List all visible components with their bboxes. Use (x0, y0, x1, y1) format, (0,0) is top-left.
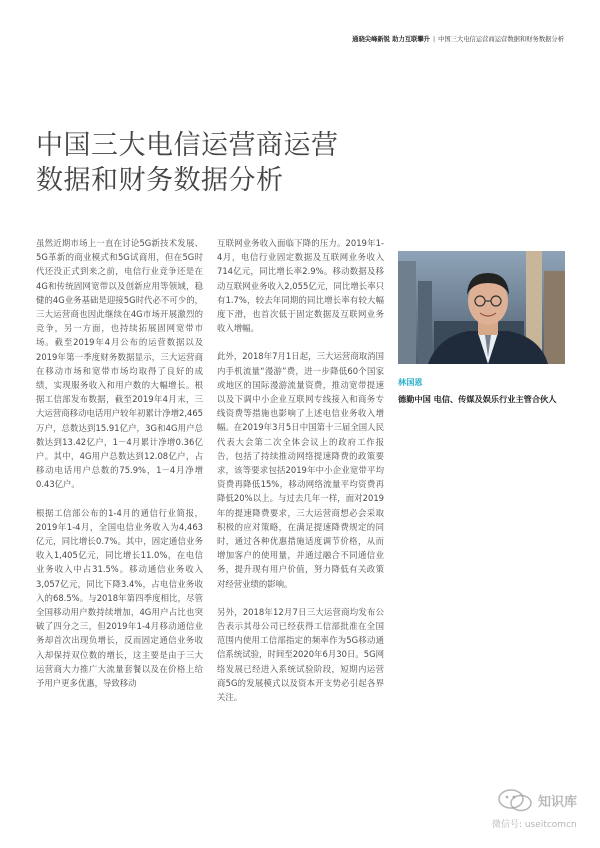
wechat-watermark (492, 788, 596, 838)
paragraph: 互联网业务收入面临下降的压力。2019年1-4月，电信行业固定数据及互联网业务收入714亿元，同比增长率2.9%。移动数据及移动互联网业务收入2,055亿元，同比增长率只有1.7%，较去年同期的同比增长率有较大幅度下滑，也首次低于固定数据及互联网业务收入增幅。 (217, 238, 384, 334)
body-column-1 (36, 236, 203, 704)
body-column-2 (217, 236, 384, 718)
paragraph: 虽然近期市场上一直在讨论5G新技术发展、5G革新的商业模式和5G试商用，但在5G时代还没正式到来之前，电信行业竞争还是在4G和传统固网宽带以及创新应用等领域，稳健的4G业务基础是迎接5G时代必不可少的，三大运营商也因此继续在4G市场开展激烈的竞争，另一方面，也持续拓展固网宽带市场。截至2019年4月公布的运营数据以及2019年第一季度财务数据显示，三大运营商在移动市场和宽带市场均取得了良好的成绩，实现服务收入和用户数的大幅增长。根据工信部发布数据，截至2019年4月末，三大运营商移动电话用户较年初累计净增2,465万户，总数达到15.91亿户，3G和4G用户总数达到13.42亿户，1－4月累计净增0.36亿户。其中，4G用户总数达到12.08亿户，占移动电话用户总数的75.9%，1－4月净增0.43亿户。 (36, 238, 203, 490)
wechat-logo-icon (496, 788, 536, 812)
article-title-line-1: 中国三大电信运营商运营 (36, 130, 339, 161)
article-title (36, 128, 339, 198)
paragraph: 另外，2018年12月7日三大运营商均发布公告表示其母公司已经获得工信部批准在全国范围内使用工信部指定的频率作为5G移动通信系统试验，时间至2020年6月30日。5G网络发展已经进入系统试验阶段，短期内运营商5G的发展模式以及资本开支势必引起各界关注。 (217, 606, 384, 703)
watermark-account-id: 微信号: useitcomcn (492, 820, 577, 830)
running-header (352, 34, 564, 43)
header-topic-label: 中国三大电信运营商运营数据和财务数据分析 (438, 36, 564, 43)
article-title-line-2: 数据和财务数据分析 (36, 165, 284, 196)
header-separator: | (432, 36, 436, 43)
header-section-label: 通晓尖峰新锐 助力互联攀升 (352, 36, 430, 43)
author-photo (398, 251, 565, 364)
author-title: 德勤中国 电信、传媒及娱乐行业主管合伙人 (398, 394, 557, 404)
watermark-brand: 知识库 (538, 795, 578, 810)
author-name: 林国恩 (398, 377, 423, 387)
paragraph: 根据工信部公布的1-4月的通信行业简报，2019年1-4月，全国电信业务收入为4,463亿元，同比增长0.7%。其中，固定通信业务收入1,405亿元，同比增长11.0%，在电信业务收入中占31.5%。移动通信业务收入3,057亿元，同比下降3.4%，占电信业务收入的68.5%。与2018年第四季度相比，尽管全国移动用户数持续增加，4G用户占比也突破了四分之三，但2019年1-4月移动通信业务却首次出现负增长，反而固定通信业务收入却保持双位数的增长，这主要是由于三大运营商大力推广大流量套餐以及在价格上给予用户更多优惠，导致移动 (36, 507, 203, 689)
paragraph: 此外，2018年7月1日起，三大运营商取消国内手机流量“漫游”费，进一步降低60个国家或地区的国际漫游流量资费，推动宽带提速以及下调中小企业互联网专线接入和商务专线资费等措施也影响了上述电信业务收入增幅。在2019年3月5日中国第十三届全国人民代表大会第二次全体会议上的政府工作报告，包括了持续推动网络提速降费的政策要求，该等要求包括2019年中小企业宽带平均资费再降低15%，移动网络流量平均资费再降低20%以上。与过去几年一样，面对2019年的提速降费要求，三大运营商想必会采取积极的应对策略，在满足提速降费规定的同时，通过各种优惠措施适度调节价格，从而增加客户的使用量，并通过融合不同通信业务，提升现有用户价值，努力降低有关政策对经营业绩的影响。 (217, 351, 384, 589)
